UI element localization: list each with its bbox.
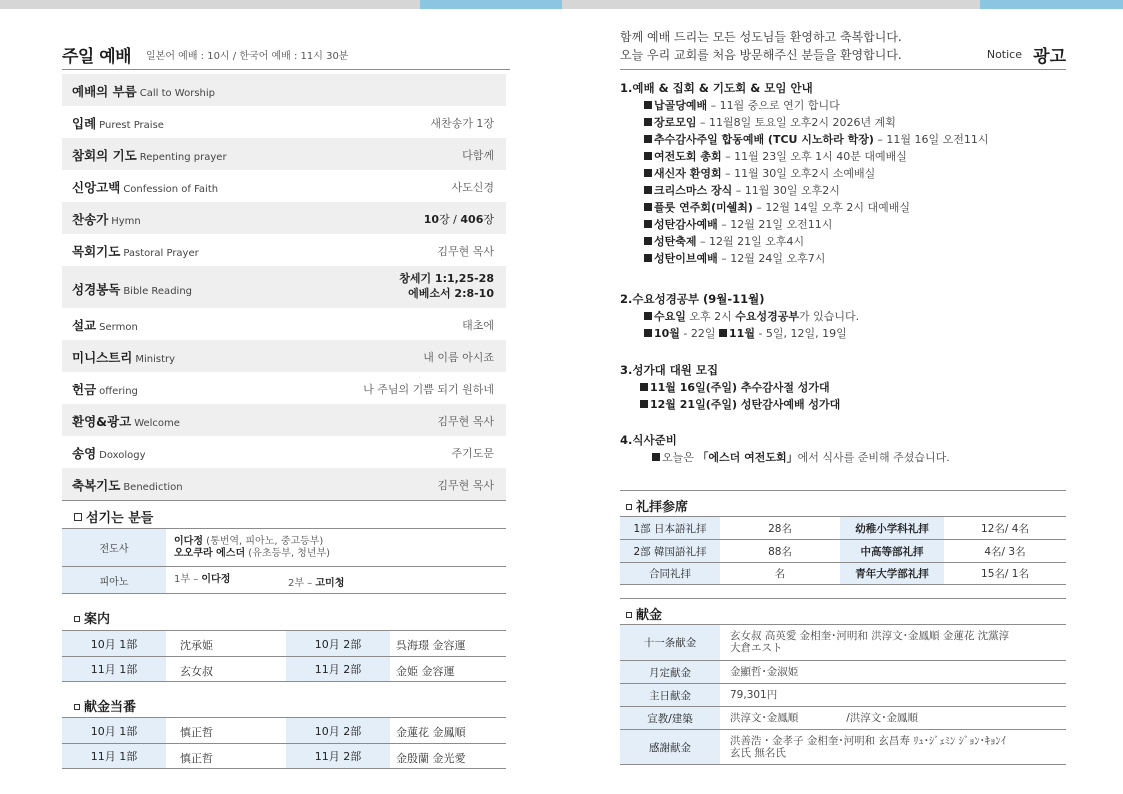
servers-table bbox=[62, 528, 506, 594]
attendance-cell: 青年大学部礼拝 bbox=[840, 563, 944, 584]
list-item: 성탄이브예배 – 12월 24일 오후7시 bbox=[620, 250, 1066, 267]
square-bullet-icon bbox=[74, 704, 80, 710]
order-item-value: 사도신경 bbox=[451, 181, 494, 194]
tithe-label: 十一条献金 bbox=[620, 625, 720, 660]
attendance-table bbox=[620, 490, 1066, 585]
list-item: 10월 - 22일 11월 - 5일, 12일, 19일 bbox=[620, 325, 1066, 342]
piano-first: 1부 – 이다정 bbox=[174, 574, 231, 585]
welcome-line-1: 함께 예배 드리는 모든 성도님들 환영하고 축복합니다. bbox=[620, 30, 902, 44]
duty-cell: 慎正哲 bbox=[180, 726, 213, 739]
square-bullet-icon bbox=[644, 118, 652, 126]
order-item-name: 환영&광고 Welcome bbox=[72, 414, 180, 429]
order-item-value: 창세기 1:1,25-28 에베소서 2:8-10 bbox=[399, 272, 494, 300]
mission-label: 宣教/建築 bbox=[620, 707, 720, 729]
table-row bbox=[620, 729, 1066, 765]
order-item-name: 설교 Sermon bbox=[72, 318, 138, 333]
attendance-cell: 中高等部礼拝 bbox=[840, 540, 944, 562]
attendance-cell: 合同礼拝 bbox=[620, 563, 720, 584]
list-item: 장로모임 – 11월8일 토요일 오후2시 2026년 계획 bbox=[620, 114, 1066, 131]
square-bullet-icon bbox=[644, 254, 652, 262]
square-bullet-icon bbox=[644, 203, 652, 211]
order-item-name: 참회의 기도 Repenting prayer bbox=[72, 148, 227, 163]
square-bullet-icon bbox=[644, 152, 652, 160]
tithe-names: 玄女叔 高英愛 金相奎･河明和 洪淳文･金鳳順 金蓮花 沈黨淳 大倉エスト bbox=[730, 630, 1010, 654]
square-bullet-icon bbox=[644, 312, 652, 320]
top-bar-left-accent bbox=[420, 0, 562, 9]
attendance-cell: 4名/ 3名 bbox=[984, 545, 1026, 558]
guide-cell: 金姫 金容運 bbox=[396, 665, 455, 678]
table-row bbox=[620, 624, 1066, 660]
order-item-value: 태초에 bbox=[462, 319, 494, 332]
guide-cell: 沈承姫 bbox=[180, 639, 213, 652]
guide-cell: 10月 2部 bbox=[286, 631, 390, 656]
attendance-title: 礼拝参席 bbox=[620, 490, 1066, 516]
evangelist-label: 전도사 bbox=[62, 529, 166, 566]
announcements-section-3 bbox=[620, 362, 1066, 413]
order-row bbox=[62, 340, 506, 372]
attendance-cell: 28名 bbox=[768, 522, 792, 535]
order-item-value: 김무현 목사 bbox=[437, 245, 494, 258]
order-row bbox=[62, 308, 506, 340]
order-item-value: 김무현 목사 bbox=[437, 415, 494, 428]
order-item-value: 새찬송가 1장 bbox=[430, 117, 494, 130]
guide-table bbox=[62, 630, 506, 682]
square-bullet-icon bbox=[644, 220, 652, 228]
guide-cell: 11月 1部 bbox=[62, 657, 166, 681]
monthly-label: 月定献金 bbox=[620, 661, 720, 683]
order-item-name: 찬송가 Hymn bbox=[72, 212, 141, 227]
duty-cell: 10月 1部 bbox=[62, 718, 166, 743]
top-bar-right bbox=[562, 0, 980, 9]
duty-cell: 慎正哲 bbox=[180, 752, 213, 765]
thanks-names: 洪善浩・金孝子 金相奎･河明和 玄昌寿 ﾘｭ･ｼﾞｪﾐﾝ ｼﾞｮﾝ･ｷｮﾝｲ 玄氏 無名氏 bbox=[730, 735, 1006, 759]
order-row bbox=[62, 404, 506, 436]
square-bullet-icon bbox=[74, 513, 82, 521]
servers-title: 섬기는 분들 bbox=[62, 500, 506, 526]
list-item: 여전도회 총회 – 11월 23일 오후 1시 40분 대예배실 bbox=[620, 148, 1066, 165]
square-bullet-icon bbox=[626, 504, 632, 510]
table-row bbox=[62, 743, 506, 769]
announcements-section-4 bbox=[620, 432, 1066, 466]
order-row bbox=[62, 106, 506, 138]
notice-header bbox=[620, 28, 1066, 70]
list-item: 납골당예배 – 11월 중으로 연기 합니다 bbox=[620, 97, 1066, 114]
square-bullet-icon bbox=[644, 186, 652, 194]
table-row bbox=[620, 562, 1066, 585]
section-heading: 2.수요성경공부 (9월-11월) bbox=[620, 292, 765, 306]
order-item-value: 주기도문 bbox=[451, 447, 494, 460]
order-row bbox=[62, 234, 506, 266]
attendance-cell: 12名/ 4名 bbox=[981, 522, 1029, 535]
order-row bbox=[62, 372, 506, 404]
list-item: 성탄축제 – 12월 21일 오후4시 bbox=[620, 233, 1066, 250]
table-row bbox=[62, 656, 506, 682]
duty-cell: 11月 1部 bbox=[62, 744, 166, 768]
notice-title: 광고 bbox=[1033, 47, 1066, 67]
order-item-value: 다함께 bbox=[462, 149, 494, 162]
table-row bbox=[620, 660, 1066, 683]
square-bullet-icon bbox=[644, 101, 652, 109]
order-of-worship bbox=[62, 74, 506, 500]
evangelist-names: 이다정 (통번역, 피아노, 중고등부) 오오쿠라 에스더 (유초등부, 청년부) bbox=[174, 536, 331, 559]
offerings-title: 献金 bbox=[620, 598, 1066, 624]
table-row bbox=[620, 539, 1066, 562]
square-bullet-icon bbox=[652, 453, 660, 461]
worship-title: 주일 예배 bbox=[62, 47, 132, 67]
list-item: 새신자 환영회 – 11월 30일 오후2시 소예배실 bbox=[620, 165, 1066, 182]
sunday-amount: 79,301円 bbox=[730, 689, 778, 701]
order-row bbox=[62, 74, 506, 106]
square-bullet-icon bbox=[644, 135, 652, 143]
guide-cell: 呉海璟 金容運 bbox=[396, 639, 466, 652]
order-item-name: 성경봉독 Bible Reading bbox=[72, 282, 192, 297]
attendance-cell: 幼稚小学科礼拝 bbox=[840, 517, 944, 539]
worship-header bbox=[62, 40, 510, 70]
square-bullet-icon bbox=[640, 400, 648, 408]
sunday-label: 主日献金 bbox=[620, 684, 720, 706]
attendance-cell: 88名 bbox=[768, 545, 792, 558]
guide-cell: 10月 1部 bbox=[62, 631, 166, 656]
list-item: 플룻 연주회(미쉘최) – 12월 14일 오후 2시 대예배실 bbox=[620, 199, 1066, 216]
table-row bbox=[620, 683, 1066, 706]
guide-cell: 11月 2部 bbox=[286, 657, 390, 681]
square-bullet-icon bbox=[626, 612, 632, 618]
order-item-name: 예배의 부름 Call to Worship bbox=[72, 84, 216, 99]
order-item-name: 축복기도 Benediction bbox=[72, 478, 183, 493]
monthly-names: 金顯哲･金淑姫 bbox=[730, 666, 799, 678]
order-item-value: 10장 / 406장 bbox=[423, 213, 494, 226]
top-bar-right-accent bbox=[980, 0, 1123, 9]
list-item: 수요일 오후 2시 수요성경공부가 있습니다. bbox=[620, 308, 1066, 325]
order-item-name: 송영 Doxology bbox=[72, 446, 146, 461]
order-item-name: 목회기도 Pastoral Prayer bbox=[72, 244, 199, 259]
mission-names: 洪淳文･金鳳順 /洪淳文･金鳳順 bbox=[730, 712, 919, 724]
square-bullet-icon bbox=[640, 383, 648, 391]
square-bullet-icon bbox=[74, 616, 80, 622]
order-item-name: 신앙고백 Confession of Faith bbox=[72, 180, 219, 195]
section-heading: 3.성가대 대원 모집 bbox=[620, 363, 719, 377]
worship-times: 일본어 예배 : 10시 / 한국어 예배 : 11시 30분 bbox=[146, 51, 349, 62]
offering-duty-title: 献金当番 bbox=[62, 690, 506, 715]
attendance-cell: 15名/ 1名 bbox=[981, 568, 1029, 580]
welcome-line-2: 오늘 우리 교회를 처음 방문해주신 분들을 환영합니다. bbox=[620, 48, 902, 62]
square-bullet-icon bbox=[719, 329, 727, 337]
notice-label: Notice bbox=[986, 48, 1022, 61]
list-item: 크리스마스 장식 – 11월 30일 오후2시 bbox=[620, 182, 1066, 199]
piano-second: 2부 – 고미청 bbox=[288, 578, 345, 589]
order-row bbox=[62, 436, 506, 468]
duty-cell: 金蓮花 金鳳順 bbox=[396, 726, 466, 739]
offering-duty-table bbox=[62, 717, 506, 769]
offerings-table bbox=[620, 598, 1066, 765]
piano-label: 피아노 bbox=[62, 567, 166, 593]
order-row bbox=[62, 138, 506, 170]
attendance-cell: 2部 韓国語礼拝 bbox=[620, 540, 720, 562]
attendance-cell: 1部 日本語礼拝 bbox=[620, 517, 720, 539]
order-item-value: 김무현 목사 bbox=[437, 479, 494, 492]
order-row bbox=[62, 266, 506, 308]
attendance-cell: 名 bbox=[774, 568, 786, 580]
order-row bbox=[62, 468, 506, 500]
duty-cell: 11月 2部 bbox=[286, 744, 390, 768]
list-item: 11월 16일(주일) 추수감사절 성가대 bbox=[620, 379, 1066, 396]
section-heading: 1.예배 & 집회 & 기도회 & 모임 안내 bbox=[620, 81, 813, 95]
order-item-name: 입례 Purest Praise bbox=[72, 116, 164, 131]
table-row bbox=[62, 528, 506, 566]
order-item-name: 미니스트리 Ministry bbox=[72, 350, 176, 365]
section-heading: 4.식사준비 bbox=[620, 433, 677, 447]
guide-title: 案内 bbox=[62, 602, 506, 627]
top-bar-left bbox=[0, 0, 420, 9]
thanks-label: 感謝献金 bbox=[620, 730, 720, 764]
order-row bbox=[62, 202, 506, 234]
order-item-value: 나 주님의 기쁨 되기 원하네 bbox=[363, 383, 494, 396]
list-item: 오늘은 「에스더 여전도회」에서 식사를 준비해 주셨습니다. bbox=[620, 449, 1066, 466]
order-row bbox=[62, 170, 506, 202]
duty-cell: 金殷蘭 金光愛 bbox=[396, 752, 466, 765]
table-row bbox=[62, 630, 506, 656]
square-bullet-icon bbox=[644, 237, 652, 245]
square-bullet-icon bbox=[644, 169, 652, 177]
table-row bbox=[62, 717, 506, 743]
order-item-value: 내 이름 아시죠 bbox=[423, 351, 494, 364]
list-item: 12월 21일(주일) 성탄감사예배 성가대 bbox=[620, 396, 1066, 413]
table-row bbox=[620, 706, 1066, 729]
guide-cell: 玄女叔 bbox=[180, 665, 213, 678]
duty-cell: 10月 2部 bbox=[286, 718, 390, 743]
square-bullet-icon bbox=[644, 329, 652, 337]
table-row bbox=[62, 566, 506, 593]
list-item: 성탄감사예배 – 12월 21일 오전11시 bbox=[620, 216, 1066, 233]
announcements-section-1 bbox=[620, 80, 1066, 267]
table-row bbox=[620, 516, 1066, 539]
list-item: 추수감사주일 합동예배 (TCU 시노하라 학장) – 11월 16일 오전11시 bbox=[620, 131, 1066, 148]
announcements-section-2 bbox=[620, 291, 1066, 342]
order-item-name: 헌금 offering bbox=[72, 382, 138, 397]
